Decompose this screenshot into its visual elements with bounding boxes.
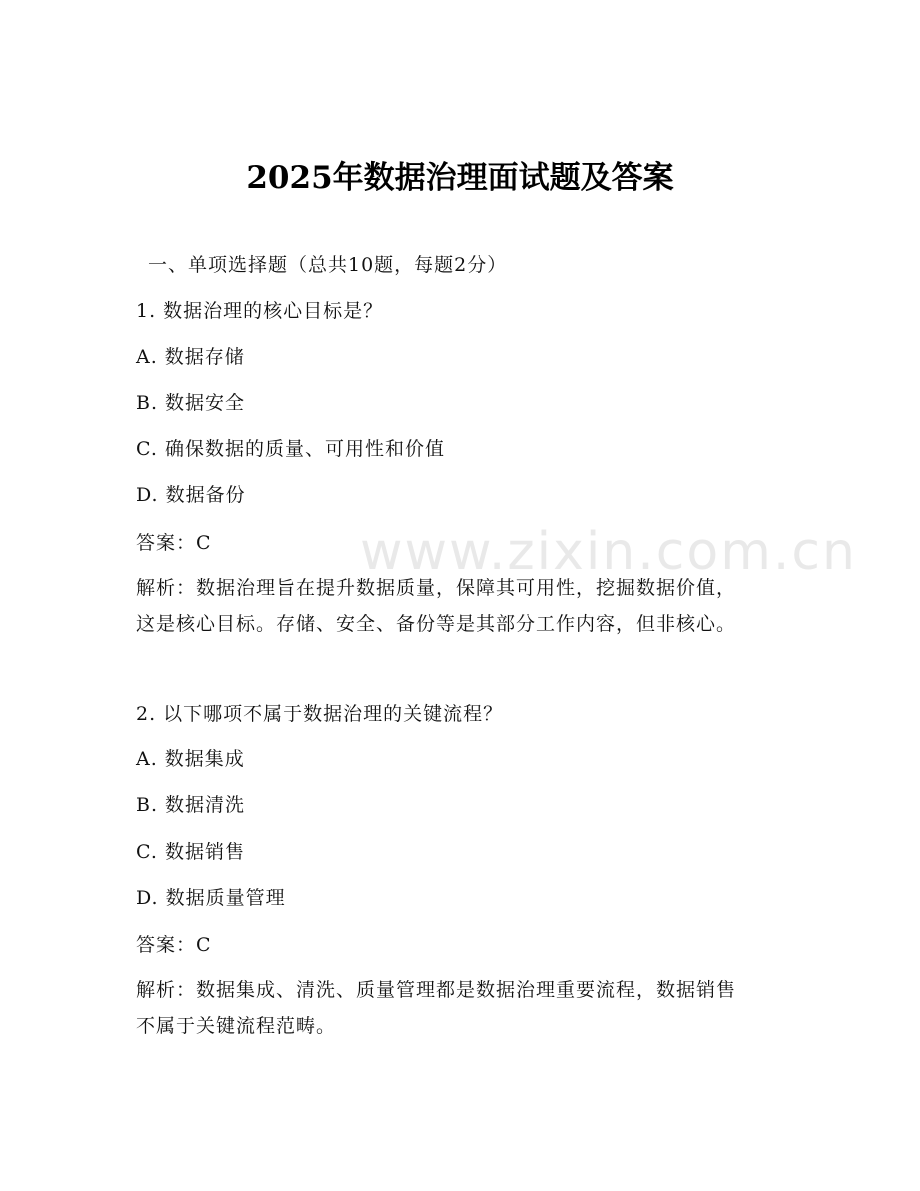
question-1-option-a: A. 数据存储 — [136, 346, 245, 368]
question-2-option-d: D. 数据质量管理 — [136, 887, 286, 909]
question-1-stem: 1. 数据治理的核心目标是？ — [136, 300, 384, 322]
question-2-answer: 答案：C — [136, 934, 212, 956]
question-2-stem: 2. 以下哪项不属于数据治理的关键流程？ — [136, 703, 504, 725]
section-heading: 一、单项选择题（总共10题，每题2分） — [148, 254, 508, 276]
question-2-explanation-line-2: 不属于关键流程范畴。 — [136, 1015, 337, 1037]
question-2-option-b: B. 数据清洗 — [136, 794, 246, 816]
question-1-explanation — [136, 570, 776, 642]
watermark: www.zixin.com.cn — [360, 522, 857, 582]
question-2-explanation-line-1: 解析：数据集成、清洗、质量管理都是数据治理重要流程，数据销售 — [136, 979, 737, 1001]
question-2-option-a: A. 数据集成 — [136, 748, 245, 770]
question-2-explanation — [136, 972, 776, 1044]
question-1-explanation-line-1: 解析：数据治理旨在提升数据质量，保障其可用性，挖掘数据价值， — [136, 577, 737, 599]
question-1-answer: 答案：C — [136, 532, 212, 554]
document-title: 2025年数据治理面试题及答案 — [246, 160, 674, 196]
question-2-option-c: C. 数据销售 — [136, 841, 245, 863]
question-1-option-c: C. 确保数据的质量、可用性和价值 — [136, 438, 445, 460]
question-1-option-b: B. 数据安全 — [136, 392, 246, 414]
question-1-explanation-line-2: 这是核心目标。存储、安全、备份等是其部分工作内容，但非核心。 — [136, 613, 737, 635]
question-1-option-d: D. 数据备份 — [136, 484, 246, 506]
